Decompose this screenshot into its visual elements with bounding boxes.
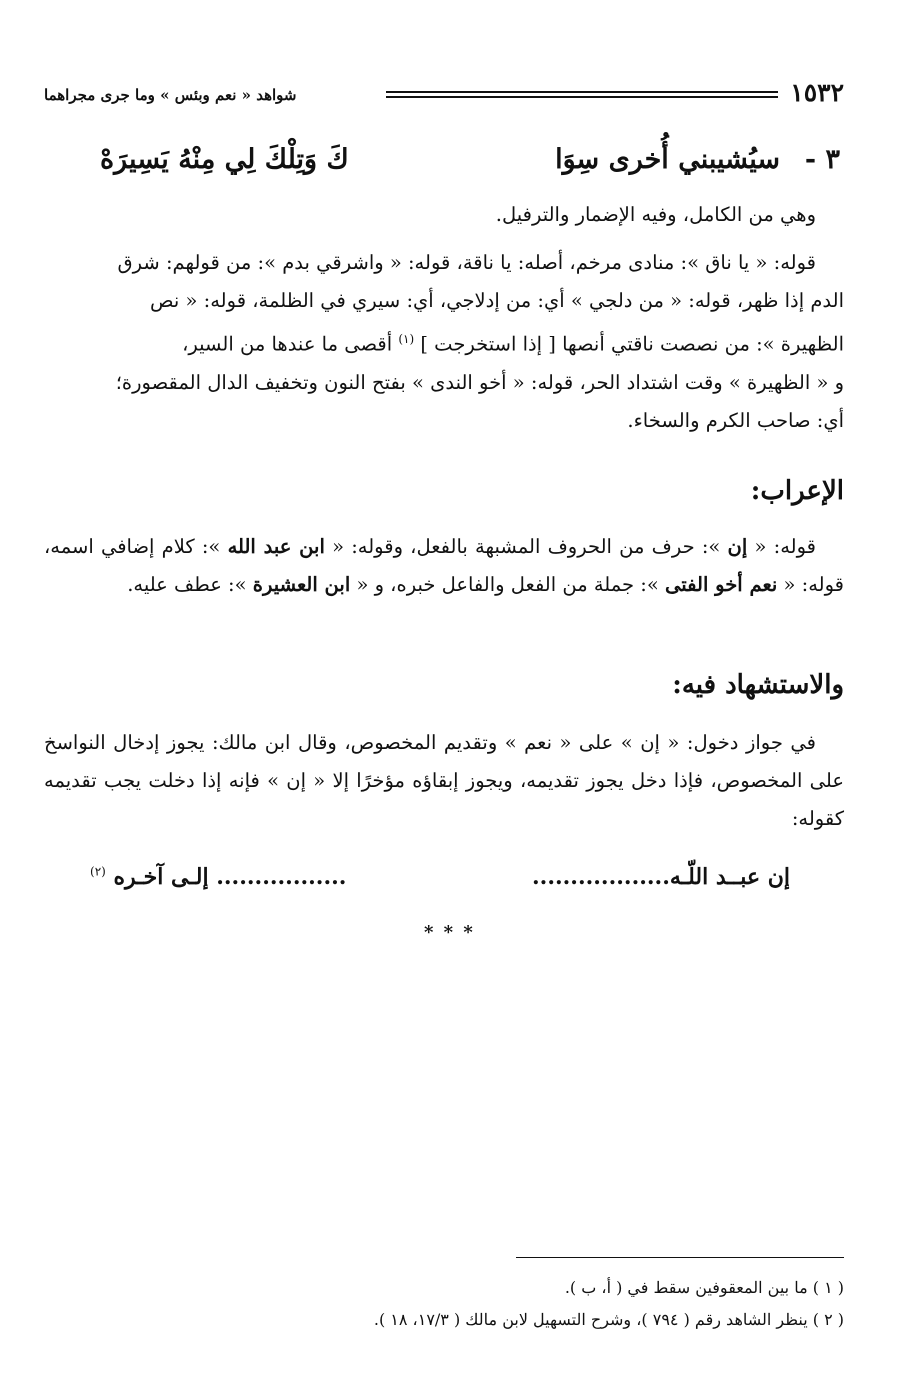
footnotes — [64, 1272, 844, 1336]
footnote-ref-1[interactable]: (١) — [398, 332, 415, 346]
vocab-line-3b: أقصى ما عندها من السير، — [182, 332, 393, 356]
irab-text — [44, 528, 844, 604]
vocab-line-5: أي: صاحب الكرم والسخاء. — [627, 408, 844, 432]
header-double-rule — [386, 91, 778, 98]
irab-term-inna: إن — [727, 535, 748, 558]
running-title: شواهد « نعم وبئس » وما جرى مجراهما — [44, 86, 297, 104]
quoted-verse-end-text: ................. إلـى آخـره — [113, 864, 347, 890]
footnote-ref-2[interactable]: (٢) — [90, 864, 106, 879]
footnote-2: ( ٢ ) ينظر الشاهد رقم ( ٧٩٤ )، وشرح التسهيل لابن مالك ( ١٧/٣، ١٨ ). — [373, 1310, 844, 1329]
irab-block — [44, 528, 844, 604]
vocab-line-2: الدم إذا ظهر، قوله: « من دلجي » أي: من إدلاجي، أي: سيري في الظلمة، قوله: « نص — [150, 289, 844, 312]
vocab-line-3a: الظهيرة »: من نصصت ناقتي أنصها [ إذا استخرجت ] — [420, 332, 844, 356]
verse-number: ٣ - — [804, 144, 840, 175]
irab-text-1: قوله: « — [754, 535, 816, 558]
quoted-verse-start: إن عبــد اللّـه.................. — [532, 864, 790, 890]
vocab-line-3 — [44, 320, 844, 364]
irab-heading: الإعراب: — [750, 476, 844, 506]
footnote-rule — [516, 1257, 844, 1258]
shahid-block — [44, 724, 844, 838]
quoted-verse-end — [90, 864, 346, 890]
irab-term-ibn-abdallah: ابن عبد الله — [227, 535, 325, 558]
shahid-text: في جواز دخول: « إن » على « نعم » وتقديم المخصوص، وقال ابن مالك: يجوز إدخال النواسخ على المخصوص، فإذا دخل يجوز تقديمه، ويجوز إبقاؤه مؤخرًا إلا « إن » فإنه إذا دخلت يجب تقديمه كقوله: — [44, 731, 844, 830]
footnote-1: ( ١ ) ما بين المعقوفين سقط في ( أ، ب ). — [564, 1278, 844, 1297]
section-divider-stars: * * * — [424, 922, 475, 943]
shahid-heading: والاستشهاد فيه: — [672, 670, 844, 700]
page-number: ١٥٣٢ — [790, 78, 844, 107]
poetry-verse — [60, 144, 840, 190]
verse-first-hemistich: سيُشيبني أُخرى سِوَا — [555, 144, 780, 175]
vocab-line-4: و « الظهيرة » وقت اشتداد الحر، قوله: « أخو الندى » بفتح النون وتخفيف الدال المقصورة؛ — [115, 370, 844, 394]
meter-note-block — [44, 196, 844, 234]
irab-term-ibn-ashira: ابن العشيرة — [252, 573, 351, 596]
irab-term-nima: نعم أخو الفتى — [665, 573, 778, 596]
irab-text-3: »: كلام إضافي اسمه، قوله: « — [44, 535, 844, 596]
quoted-verse — [90, 864, 790, 904]
irab-text-2: »: حرف من الحروف المشبهة بالفعل، وقوله: « — [332, 535, 721, 558]
vocabulary-block — [44, 244, 844, 440]
vocab-line-1: قوله: « يا ناق »: منادى مرخم، أصله: يا ناقة، قوله: « واشرقي بدم »: من قولهم: شرق — [117, 251, 816, 274]
verse-second-hemistich: كَ وَتِلْكَ لِي مِنْهُ يَسِيرَهْ — [100, 144, 349, 175]
irab-text-4: »: جملة من الفعل والفاعل خبره، و « — [356, 573, 659, 596]
irab-text-5: »: عطف عليه. — [127, 573, 247, 596]
page-header — [44, 74, 844, 114]
meter-note: وهي من الكامل، وفيه الإضمار والترفيل. — [495, 203, 816, 226]
